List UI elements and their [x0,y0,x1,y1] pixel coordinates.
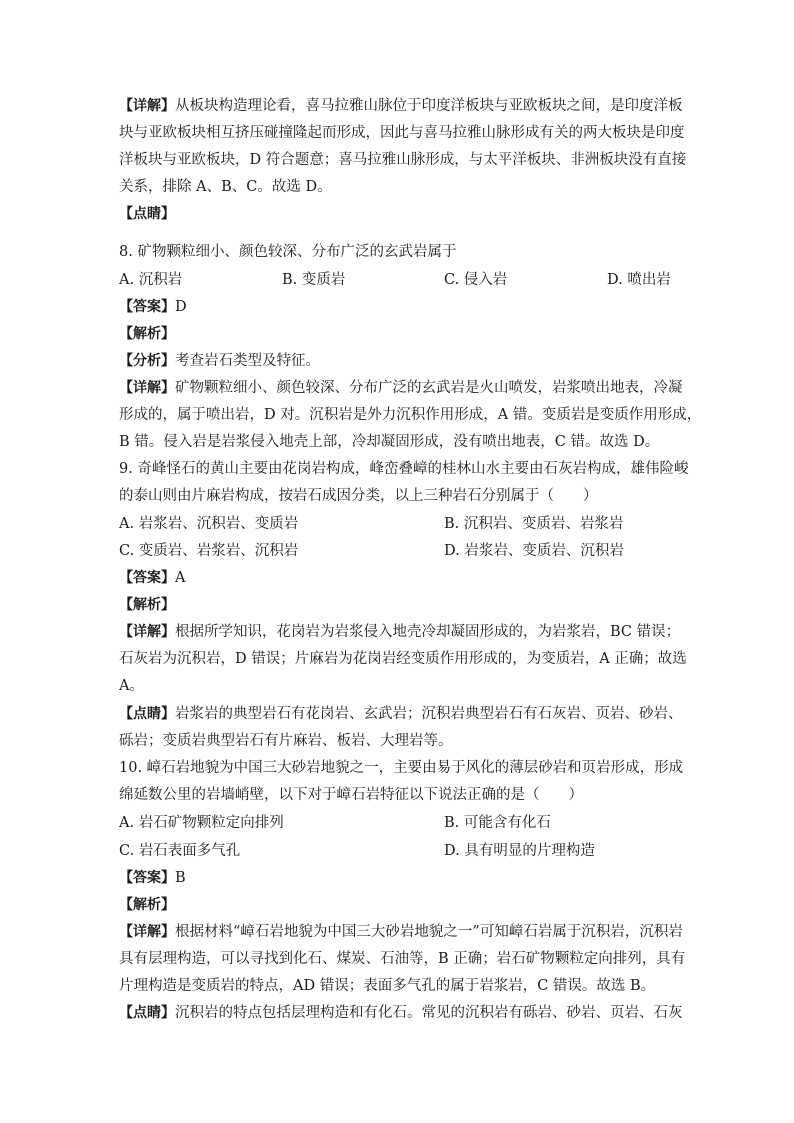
detail-paragraph-line: 【详解】从板块构造理论看，喜马拉雅山脉位于印度洋板块与亚欧板块之间，是印度洋板 [119,98,683,114]
q9-detail-line: 【详解】根据所学知识，花岗岩为岩浆侵入地壳冷却凝固形成的，为岩浆岩，BC 错误； [119,624,681,640]
q8-option-b: B. 变质岩 [282,272,346,288]
q10-detail-line: 【详解】根据材料“嶂石岩地貌为中国三大砂岩地貌之一”可知嶂石岩属于沉积岩，沉积岩 [119,924,683,940]
q9-option-a: A. 岩浆岩、沉积岩、变质岩 [119,516,299,532]
q10-option-a: A. 岩石矿物颗粒定向排列 [119,815,284,831]
q9-option-c: C. 变质岩、岩浆岩、沉积岩 [119,543,299,559]
detail-paragraph-line: 块与亚欧板块相互挤压碰撞隆起而形成，因此与喜马拉雅山脉形成有关的两大板块是印度 [119,125,685,141]
q8-answer: 【答案】D [119,299,187,315]
q10-detail-line: 片理构造是变质岩的特点，AD 错误；表面多气孔的属于岩浆岩，C 错误。故选 B。 [119,978,656,994]
q8-option-a: A. 沉积岩 [119,272,183,288]
question-8-text: 8. 矿物颗粒细小、颜色较深、分布广泛的玄武岩属于 [119,244,457,260]
q10-detail-line: 具有层理构造，可以寻找到化石、煤炭、石油等，B 正确；岩石矿物颗粒定向排列，具有 [119,951,686,967]
question-9-text-line: 的泰山则由片麻岩构成，按岩石成因分类，以上三种岩石分别属于（ ） [119,488,598,504]
q9-detail-line: A。 [119,678,144,694]
question-9-text-line: 9. 奇峰怪石的黄山主要由花岗岩构成，峰峦叠嶂的桂林山水主要由石灰岩构成，雄伟险峻 [119,461,689,477]
q8-detail-line: 形成的，属于喷出岩，D 对。沉积岩是外力沉积作用形成，A 错。变质岩是变质作用形成， [119,407,702,423]
q9-point-line: 砾岩；变质岩典型岩石有片麻岩、板岩、大理岩等。 [119,733,453,749]
question-10-text-line: 绵延数公里的岩墙峭壁，以下对于嶂石岩特征以下说法正确的是（ ） [119,787,583,803]
point-tag: 【点睛】 [119,206,175,222]
q9-point-line: 【点睛】岩浆岩的典型岩石有花岗岩、玄武岩；沉积岩典型岩石有石灰岩、页岩、砂岩、 [119,706,683,722]
q10-option-b: B. 可能含有化石 [444,815,551,831]
q8-fenxi: 【分析】考查岩石类型及特征。 [119,353,320,369]
q9-answer: 【答案】A [119,570,186,586]
detail-paragraph-line: 洋板块与亚欧板块，D 符合题意；喜马拉雅山脉形成，与太平洋板块、非洲板块没有直接 [119,152,687,168]
q8-analysis-tag: 【解析】 [119,326,175,342]
q8-option-d: D. 喷出岩 [607,272,671,288]
q8-option-c: C. 侵入岩 [444,272,508,288]
question-10-text-line: 10. 嶂石岩地貌为中国三大砂岩地貌之一，主要由易于风化的薄层砂岩和页岩形成，形成 [119,760,684,776]
q8-detail-line: B 错。侵入岩是岩浆侵入地壳上部，冷却凝固形成，没有喷出地表，C 错。故选 D。 [119,434,660,450]
q9-analysis-tag: 【解析】 [119,597,175,613]
detail-tag: 【详解】 [119,98,175,114]
q10-analysis-tag: 【解析】 [119,897,175,913]
q10-answer: 【答案】B [119,870,186,886]
detail-paragraph-line: 关系，排除 A、B、C。故选 D。 [119,179,332,195]
q10-option-c: C. 岩石表面多气孔 [119,843,241,859]
q9-detail-line: 石灰岩为沉积岩，D 错误；片麻岩为花岗岩经变质作用形成的，为变质岩，A 正确；故选 [119,651,687,667]
q9-option-b: B. 沉积岩、变质岩、岩浆岩 [444,516,624,532]
q10-option-d: D. 具有明显的片理构造 [444,843,595,859]
q8-detail-line: 【详解】矿物颗粒细小、颜色较深、分布广泛的玄武岩是火山喷发，岩浆喷出地表，冷凝 [119,380,683,396]
q10-point-line: 【点睛】沉积岩的特点包括层理构造和有化石。常见的沉积岩有砾岩、砂岩、页岩、石灰 [119,1005,683,1021]
q9-option-d: D. 岩浆岩、变质岩、沉积岩 [444,543,624,559]
